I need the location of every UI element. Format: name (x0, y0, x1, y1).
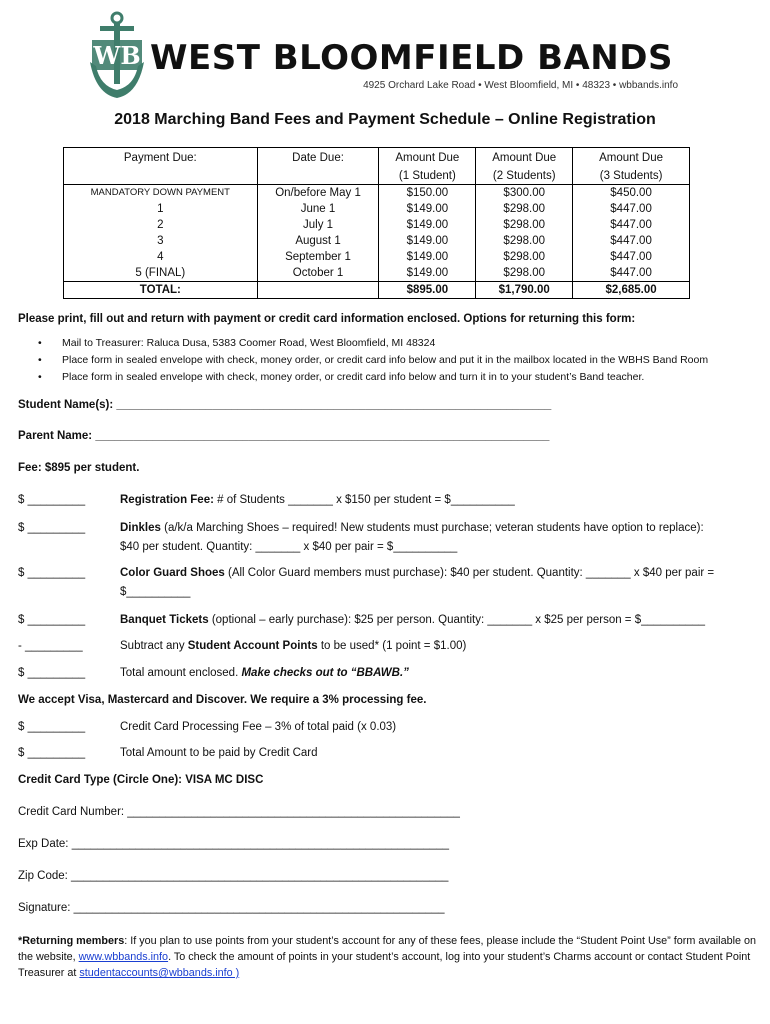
table-cell: 5 (FINAL) (64, 265, 258, 282)
table-cell: $149.00 (379, 265, 476, 282)
table-row (64, 201, 690, 217)
exp-date-field[interactable]: Exp Date: ___________________________________________________________ (18, 838, 450, 850)
points-amount-field[interactable]: - _________ (18, 640, 83, 652)
returning-members-note: *Returning members: If you plan to use points from your student’s account for any of these fees, please include the “Student Point Use” form available on the website, www.wbbands.info. To check the amount of points in your student’s account, log into your student’s Charms account or contact Student Point Treasurer at studentaccounts@wbbands.info ) (18, 935, 756, 979)
page-title: 2018 Marching Band Fees and Payment Schedule – Online Registration (114, 111, 656, 128)
dinkles-quantity-line: $40 per student. Quantity: _______ x $40 per pair = $__________ (120, 541, 458, 553)
fee-schedule-table (63, 147, 690, 299)
table-cell: June 1 (257, 201, 379, 217)
return-options-list (38, 335, 708, 386)
table-cell: TOTAL: (64, 282, 258, 299)
table-row (64, 185, 690, 202)
table-cell: $2,685.00 (573, 282, 690, 299)
column-header: Date Due: (257, 148, 379, 167)
card-total-line: Total Amount to be paid by Credit Card (120, 747, 318, 759)
student-name-field[interactable]: Student Name(s): ____________________________________________________________________ (18, 399, 552, 411)
column-subheader: (2 Students) (476, 166, 573, 185)
organization-name: WEST BLOOMFIELD BANDS (150, 38, 673, 78)
bullet-icon: • (38, 371, 42, 383)
column-header: Amount Due (476, 148, 573, 167)
table-cell: $149.00 (379, 201, 476, 217)
table-cell: July 1 (257, 217, 379, 233)
card-number-field[interactable]: Credit Card Number: ____________________________________________________ (18, 806, 460, 818)
processing-fee-line: Credit Card Processing Fee – 3% of total paid (x 0.03) (120, 721, 397, 733)
table-cell: 1 (64, 201, 258, 217)
colorguard-shoes-line: Color Guard Shoes (All Color Guard members must purchase): $40 per student. Quantity: _______ x $40 per pair = (120, 567, 715, 579)
anchor-logo-icon (86, 10, 148, 102)
list-item: • Mail to Treasurer: Raluca Dusa, 5383 Coomer Road, West Bloomfield, MI 48324 (38, 335, 708, 352)
column-subheader (257, 166, 379, 185)
subtract-points-line: Subtract any Student Account Points to be used* (1 point = $1.00) (120, 640, 467, 652)
table-cell: $149.00 (379, 249, 476, 265)
table-subheader-row (64, 166, 690, 185)
table-cell: $1,790.00 (476, 282, 573, 299)
table-cell: $447.00 (573, 201, 690, 217)
list-item: • Place form in sealed envelope with check, money order, or credit card info below and put it in the mailbox located in the WBHS Band Room (38, 352, 708, 369)
total-enclosed-field[interactable]: $ _________ (18, 667, 86, 679)
column-subheader (64, 166, 258, 185)
table-row (64, 233, 690, 249)
parent-name-field[interactable]: Parent Name: _______________________________________________________________________ (18, 430, 550, 442)
column-header: Amount Due (573, 148, 690, 167)
table-cell: $447.00 (573, 233, 690, 249)
table-cell: $298.00 (476, 217, 573, 233)
dinkles-amount-field[interactable]: $ _________ (18, 522, 86, 534)
table-cell: 3 (64, 233, 258, 249)
table-cell: On/before May 1 (257, 185, 379, 202)
table-cell: $298.00 (476, 233, 573, 249)
colorguard-amount-field[interactable]: $ _________ (18, 567, 86, 579)
bullet-icon: • (38, 354, 42, 366)
instructions-heading: Please print, fill out and return with payment or credit card information enclosed. Options for returning this form: (18, 313, 636, 325)
registration-fee-line: Registration Fee: # of Students _______ x $150 per student = $__________ (120, 494, 515, 506)
table-row (64, 217, 690, 233)
organization-address: 4925 Orchard Lake Road • West Bloomfield, MI • 48323 • wbbands.info (363, 80, 678, 91)
table-row (64, 265, 690, 282)
dinkles-line: Dinkles (a/k/a Marching Shoes – required! New students must purchase; veteran students have option to replace): (120, 522, 704, 534)
table-header-row (64, 148, 690, 167)
table-cell (257, 282, 379, 299)
table-cell: $149.00 (379, 217, 476, 233)
table-cell: $150.00 (379, 185, 476, 202)
table-cell: $447.00 (573, 217, 690, 233)
table-cell: October 1 (257, 265, 379, 282)
table-total-row (64, 282, 690, 299)
processing-fee-amount-field[interactable]: $ _________ (18, 721, 86, 733)
column-header: Amount Due (379, 148, 476, 167)
fee-statement: Fee: $895 per student. (18, 462, 140, 474)
table-cell: $298.00 (476, 265, 573, 282)
credit-accept-statement: We accept Visa, Mastercard and Discover. We require a 3% processing fee. (18, 694, 427, 706)
card-type-selector[interactable]: Credit Card Type (Circle One): VISA MC DISC (18, 774, 264, 786)
list-item: • Place form in sealed envelope with check, money order, or credit card info below and turn it in to your student’s Band teacher. (38, 369, 708, 386)
colorguard-total-line: $__________ (120, 586, 191, 598)
table-cell: August 1 (257, 233, 379, 249)
column-subheader: (3 Students) (573, 166, 690, 185)
table-cell: $300.00 (476, 185, 573, 202)
column-header: Payment Due: (64, 148, 258, 167)
table-cell: $298.00 (476, 249, 573, 265)
svg-text:WB: WB (93, 41, 141, 70)
table-cell: $447.00 (573, 265, 690, 282)
table-cell: $447.00 (573, 249, 690, 265)
signature-field[interactable]: Signature: __________________________________________________________ (18, 902, 445, 914)
table-cell: $450.00 (573, 185, 690, 202)
banquet-tickets-line: Banquet Tickets (optional – early purchase): $25 per person. Quantity: _______ x $25 per person = $__________ (120, 614, 706, 626)
table-row (64, 249, 690, 265)
registration-amount-field[interactable]: $ _________ (18, 494, 86, 506)
table-cell: $895.00 (379, 282, 476, 299)
table-cell: 2 (64, 217, 258, 233)
bullet-icon: • (38, 337, 42, 349)
banquet-amount-field[interactable]: $ _________ (18, 614, 86, 626)
card-total-amount-field[interactable]: $ _________ (18, 747, 86, 759)
email-link[interactable]: studentaccounts@wbbands.info ) (79, 967, 240, 979)
table-cell: MANDATORY DOWN PAYMENT (64, 185, 258, 202)
table-cell: 4 (64, 249, 258, 265)
table-cell: $298.00 (476, 201, 573, 217)
table-cell: $149.00 (379, 233, 476, 249)
website-link[interactable]: www.wbbands.info (78, 951, 169, 963)
table-cell: September 1 (257, 249, 379, 265)
letterhead (86, 10, 686, 102)
zip-code-field[interactable]: Zip Code: ___________________________________________________________ (18, 870, 449, 882)
total-enclosed-line: Total amount enclosed. Make checks out to “BBAWB.” (120, 667, 409, 679)
column-subheader: (1 Student) (379, 166, 476, 185)
